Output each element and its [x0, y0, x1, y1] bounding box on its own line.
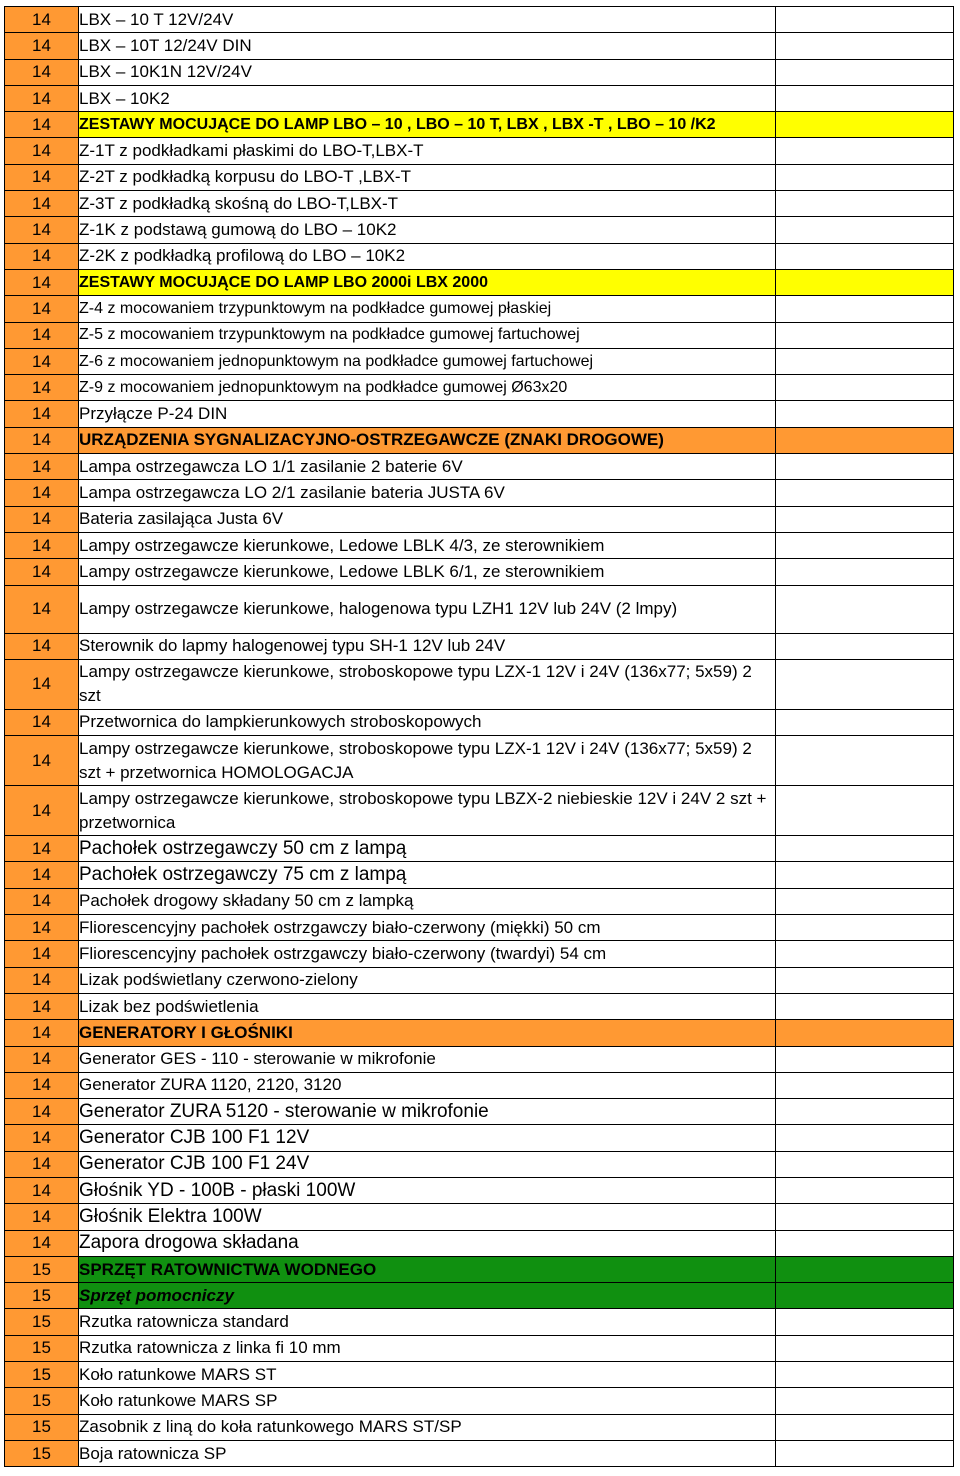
table-row — [5, 269, 954, 295]
table-row — [5, 1204, 954, 1230]
table-row — [5, 1335, 954, 1361]
empty-cell — [776, 480, 954, 506]
item-description: Pachołek drogowy składany 50 cm z lampką — [79, 888, 776, 914]
item-description: Z-1K z podstawą gumową do LBO – 10K2 — [79, 217, 776, 243]
empty-cell — [776, 1020, 954, 1046]
empty-cell — [776, 1125, 954, 1151]
empty-cell — [776, 85, 954, 111]
empty-cell — [776, 993, 954, 1019]
row-number: 15 — [5, 1335, 79, 1361]
row-number: 14 — [5, 375, 79, 401]
row-number: 14 — [5, 659, 79, 709]
row-number: 14 — [5, 59, 79, 85]
table-row — [5, 164, 954, 190]
empty-cell — [776, 1072, 954, 1098]
row-number: 14 — [5, 585, 79, 633]
item-description: Lizak bez podświetlenia — [79, 993, 776, 1019]
item-description: Lampy ostrzegawcze kierunkowe, stroboskopowe typu LZX-1 12V i 24V (136x77; 5x59) 2 szt + przetwornica HOMOLOGACJA — [79, 736, 776, 786]
table-row — [5, 85, 954, 111]
section-header: URZĄDZENIA SYGNALIZACYJNO-OSTRZEGAWCZE (ZNAKI DROGOWE) — [79, 427, 776, 453]
table-row — [5, 1256, 954, 1282]
item-description: Z-2K z podkładką profilową do LBO – 10K2 — [79, 243, 776, 269]
table-row — [5, 1125, 954, 1151]
item-description: Lizak podświetlany czerwono-zielony — [79, 967, 776, 993]
empty-cell — [776, 243, 954, 269]
item-description: Lampa ostrzegawcza LO 1/1 zasilanie 2 baterie 6V — [79, 454, 776, 480]
empty-cell — [776, 7, 954, 33]
table-row — [5, 559, 954, 585]
table-row — [5, 836, 954, 862]
item-description: LBX – 10K1N 12V/24V — [79, 59, 776, 85]
section-header: Sprzęt pomocniczy — [79, 1283, 776, 1309]
item-description: Z-2T z podkładką korpusu do LBO-T ,LBX-T — [79, 164, 776, 190]
section-header: ZESTAWY MOCUJĄCE DO LAMP LBO – 10 , LBO – 10 T, LBX , LBX -T , LBO – 10 /K2 — [79, 112, 776, 138]
row-number: 15 — [5, 1256, 79, 1282]
row-number: 14 — [5, 941, 79, 967]
item-description: Pachołek ostrzegawczy 75 cm z lampą — [79, 862, 776, 888]
empty-cell — [776, 786, 954, 836]
table-row — [5, 1046, 954, 1072]
row-number: 15 — [5, 1283, 79, 1309]
table-row — [5, 112, 954, 138]
item-description: Lampy ostrzegawcze kierunkowe, Ledowe LBLK 6/1, ze sterownikiem — [79, 559, 776, 585]
table-row — [5, 1072, 954, 1098]
row-number: 15 — [5, 1309, 79, 1335]
empty-cell — [776, 941, 954, 967]
item-description: Z-9 z mocowaniem jednopunktowym na podkładce gumowej Ø63x20 — [79, 375, 776, 401]
table-row — [5, 786, 954, 836]
item-description: Z-1T z podkładkami płaskimi do LBO-T,LBX-T — [79, 138, 776, 164]
item-description: Lampy ostrzegawcze kierunkowe, halogenowa typu LZH1 12V lub 24V (2 lmpy) — [79, 585, 776, 633]
empty-cell — [776, 1046, 954, 1072]
empty-cell — [776, 1335, 954, 1361]
table-row — [5, 888, 954, 914]
table-row — [5, 736, 954, 786]
item-description: Fliorescencyjny pachołek ostrzgawczy biało-czerwony (miękki) 50 cm — [79, 915, 776, 941]
item-description: Rzutka ratownicza z linka fi 10 mm — [79, 1335, 776, 1361]
table-row — [5, 1414, 954, 1440]
row-number: 14 — [5, 296, 79, 322]
row-number: 15 — [5, 1362, 79, 1388]
empty-cell — [776, 454, 954, 480]
empty-cell — [776, 709, 954, 735]
table-row — [5, 191, 954, 217]
item-description: Rzutka ratownicza standard — [79, 1309, 776, 1335]
item-description: LBX – 10K2 — [79, 85, 776, 111]
item-description: Generator ZURA 1120, 2120, 3120 — [79, 1072, 776, 1098]
item-description: Pachołek ostrzegawczy 50 cm z lampą — [79, 836, 776, 862]
table-row — [5, 1283, 954, 1309]
row-number: 14 — [5, 269, 79, 295]
row-number: 14 — [5, 1125, 79, 1151]
item-description: LBX – 10T 12/24V DIN — [79, 33, 776, 59]
table-row — [5, 59, 954, 85]
table-row — [5, 1151, 954, 1177]
item-description: Bateria zasilająca Justa 6V — [79, 506, 776, 532]
empty-cell — [776, 296, 954, 322]
empty-cell — [776, 836, 954, 862]
item-description: Lampy ostrzegawcze kierunkowe, stroboskopowe typu LBZX-2 niebieskie 12V i 24V 2 szt + przetwornica — [79, 786, 776, 836]
row-number: 14 — [5, 138, 79, 164]
empty-cell — [776, 269, 954, 295]
empty-cell — [776, 559, 954, 585]
empty-cell — [776, 59, 954, 85]
empty-cell — [776, 1283, 954, 1309]
item-description: Zasobnik z liną do koła ratunkowego MARS ST/SP — [79, 1414, 776, 1440]
table-row — [5, 506, 954, 532]
row-number: 14 — [5, 480, 79, 506]
empty-cell — [776, 1256, 954, 1282]
empty-cell — [776, 427, 954, 453]
row-number: 14 — [5, 1072, 79, 1098]
item-description: Głośnik YD - 100B - płaski 100W — [79, 1177, 776, 1203]
table-row — [5, 296, 954, 322]
item-description: Zapora drogowa składana — [79, 1230, 776, 1256]
price-list-body — [5, 7, 954, 1467]
table-row — [5, 480, 954, 506]
table-row — [5, 1309, 954, 1335]
table-row — [5, 862, 954, 888]
empty-cell — [776, 1177, 954, 1203]
item-description: Koło ratunkowe MARS SP — [79, 1388, 776, 1414]
empty-cell — [776, 1388, 954, 1414]
row-number: 14 — [5, 559, 79, 585]
row-number: 14 — [5, 633, 79, 659]
row-number: 14 — [5, 915, 79, 941]
row-number: 14 — [5, 967, 79, 993]
item-description: Przyłącze P-24 DIN — [79, 401, 776, 427]
row-number: 14 — [5, 164, 79, 190]
empty-cell — [776, 967, 954, 993]
empty-cell — [776, 112, 954, 138]
row-number: 14 — [5, 322, 79, 348]
item-description: Lampy ostrzegawcze kierunkowe, Ledowe LBLK 4/3, ze sterownikiem — [79, 532, 776, 558]
empty-cell — [776, 217, 954, 243]
row-number: 14 — [5, 862, 79, 888]
empty-cell — [776, 33, 954, 59]
table-row — [5, 7, 954, 33]
row-number: 14 — [5, 7, 79, 33]
row-number: 15 — [5, 1440, 79, 1466]
row-number: 14 — [5, 427, 79, 453]
empty-cell — [776, 1151, 954, 1177]
item-description: Głośnik Elektra 100W — [79, 1204, 776, 1230]
item-description: Generator CJB 100 F1 12V — [79, 1125, 776, 1151]
row-number: 14 — [5, 888, 79, 914]
empty-cell — [776, 736, 954, 786]
empty-cell — [776, 191, 954, 217]
table-row — [5, 1440, 954, 1466]
empty-cell — [776, 164, 954, 190]
table-row — [5, 1020, 954, 1046]
row-number: 14 — [5, 532, 79, 558]
table-row — [5, 1099, 954, 1125]
item-description: Z-6 z mocowaniem jednopunktowym na podkładce gumowej fartuchowej — [79, 348, 776, 374]
item-description: Koło ratunkowe MARS ST — [79, 1362, 776, 1388]
table-row — [5, 915, 954, 941]
row-number: 14 — [5, 1046, 79, 1072]
row-number: 14 — [5, 85, 79, 111]
table-row — [5, 993, 954, 1019]
table-row — [5, 1230, 954, 1256]
table-row — [5, 401, 954, 427]
empty-cell — [776, 862, 954, 888]
empty-cell — [776, 633, 954, 659]
item-description: Lampa ostrzegawcza LO 2/1 zasilanie bateria JUSTA 6V — [79, 480, 776, 506]
empty-cell — [776, 1362, 954, 1388]
row-number: 15 — [5, 1414, 79, 1440]
table-row — [5, 322, 954, 348]
section-header: ZESTAWY MOCUJĄCE DO LAMP LBO 2000i LBX 2000 — [79, 269, 776, 295]
row-number: 14 — [5, 348, 79, 374]
row-number: 14 — [5, 1204, 79, 1230]
table-row — [5, 454, 954, 480]
item-description: Sterownik do lapmy halogenowej typu SH-1 12V lub 24V — [79, 633, 776, 659]
row-number: 14 — [5, 33, 79, 59]
section-header: SPRZĘT RATOWNICTWA WODNEGO — [79, 1256, 776, 1282]
table-row — [5, 243, 954, 269]
row-number: 14 — [5, 191, 79, 217]
row-number: 15 — [5, 1388, 79, 1414]
table-row — [5, 633, 954, 659]
table-row — [5, 1362, 954, 1388]
table-row — [5, 967, 954, 993]
row-number: 14 — [5, 786, 79, 836]
empty-cell — [776, 915, 954, 941]
table-row — [5, 427, 954, 453]
table-row — [5, 709, 954, 735]
row-number: 14 — [5, 243, 79, 269]
table-row — [5, 941, 954, 967]
empty-cell — [776, 322, 954, 348]
item-description: Fliorescencyjny pachołek ostrzgawczy biało-czerwony (twardyi) 54 cm — [79, 941, 776, 967]
row-number: 14 — [5, 736, 79, 786]
price-list-table — [4, 6, 954, 1467]
empty-cell — [776, 1440, 954, 1466]
row-number: 14 — [5, 1177, 79, 1203]
empty-cell — [776, 888, 954, 914]
row-number: 14 — [5, 401, 79, 427]
empty-cell — [776, 532, 954, 558]
empty-cell — [776, 585, 954, 633]
row-number: 14 — [5, 836, 79, 862]
item-description: Z-3T z podkładką skośną do LBO-T,LBX-T — [79, 191, 776, 217]
table-row — [5, 1388, 954, 1414]
section-header: GENERATORY I GŁOŚNIKI — [79, 1020, 776, 1046]
row-number: 14 — [5, 1151, 79, 1177]
item-description: Generator CJB 100 F1 24V — [79, 1151, 776, 1177]
item-description: Boja ratownicza SP — [79, 1440, 776, 1466]
table-row — [5, 1177, 954, 1203]
table-row — [5, 33, 954, 59]
item-description: Przetwornica do lampkierunkowych stroboskopowych — [79, 709, 776, 735]
row-number: 14 — [5, 709, 79, 735]
empty-cell — [776, 348, 954, 374]
table-row — [5, 532, 954, 558]
item-description: Z-4 z mocowaniem trzypunktowym na podkładce gumowej płaskiej — [79, 296, 776, 322]
empty-cell — [776, 1414, 954, 1440]
empty-cell — [776, 138, 954, 164]
row-number: 14 — [5, 993, 79, 1019]
table-row — [5, 138, 954, 164]
row-number: 14 — [5, 506, 79, 532]
table-row — [5, 375, 954, 401]
empty-cell — [776, 659, 954, 709]
empty-cell — [776, 1230, 954, 1256]
table-row — [5, 348, 954, 374]
item-description: Generator GES - 110 - sterowanie w mikrofonie — [79, 1046, 776, 1072]
row-number: 14 — [5, 1020, 79, 1046]
item-description: Z-5 z mocowaniem trzypunktowym na podkładce gumowej fartuchowej — [79, 322, 776, 348]
item-description: Lampy ostrzegawcze kierunkowe, stroboskopowe typu LZX-1 12V i 24V (136x77; 5x59) 2 szt — [79, 659, 776, 709]
empty-cell — [776, 1204, 954, 1230]
table-row — [5, 659, 954, 709]
table-row — [5, 585, 954, 633]
row-number: 14 — [5, 217, 79, 243]
row-number: 14 — [5, 1230, 79, 1256]
row-number: 14 — [5, 1099, 79, 1125]
item-description: LBX – 10 T 12V/24V — [79, 7, 776, 33]
empty-cell — [776, 375, 954, 401]
empty-cell — [776, 506, 954, 532]
empty-cell — [776, 1099, 954, 1125]
empty-cell — [776, 401, 954, 427]
row-number: 14 — [5, 454, 79, 480]
row-number: 14 — [5, 112, 79, 138]
item-description: Generator ZURA 5120 - sterowanie w mikrofonie — [79, 1099, 776, 1125]
table-row — [5, 217, 954, 243]
empty-cell — [776, 1309, 954, 1335]
